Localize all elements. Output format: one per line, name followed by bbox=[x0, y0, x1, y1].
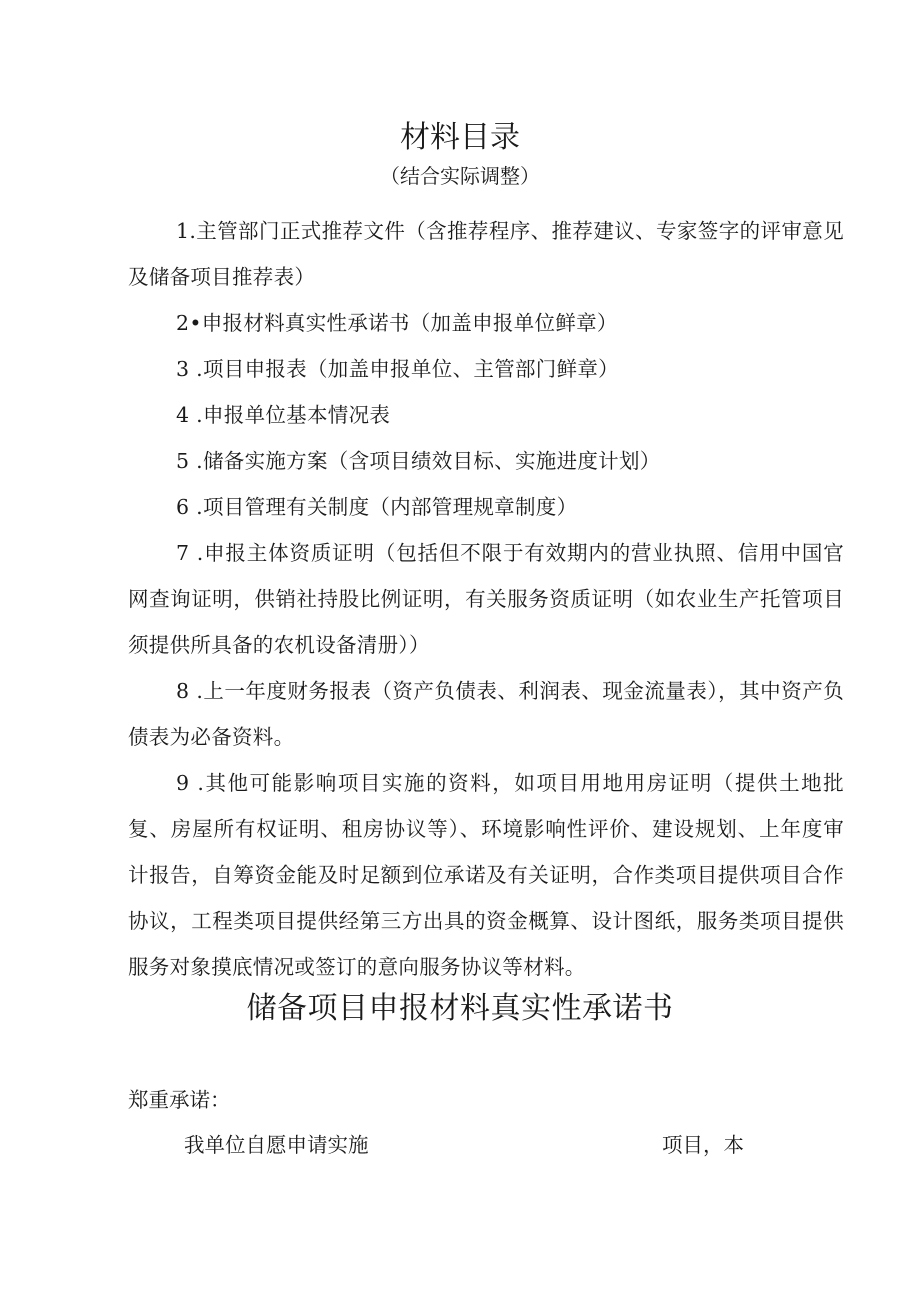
list-item: 8 .上一年度财务报表（资产负债表、利润表、现金流量表），其中资产负债表为必备资料。 bbox=[128, 679, 844, 749]
pledge-line-right: 项目，本 bbox=[662, 1133, 744, 1157]
list-item: 2•申报材料真实性承诺书（加盖申报单位鲜章） bbox=[176, 311, 618, 335]
pledge-title: 储备项目申报材料真实性承诺书 bbox=[246, 991, 674, 1026]
list-item: 9 .其他可能影响项目实施的资料，如项目用地用房证明（提供土地批复、房屋所有权证明、租房协议等）、环境影响性评价、建设规划、上年度审计报告，自筹资金能及时足额到位承诺及有关证明，合作类项目提供项目合作协议，工程类项目提供经第三方出具的资金概算、设计图纸，服务类项目提供服务对象摸底情况或签订的意向服务协议等材料。 bbox=[128, 771, 844, 979]
pledge-line-left: 我单位自愿申请实施 bbox=[184, 1133, 369, 1157]
list-item: 5 .储备实施方案（含项目绩效目标、实施进度计划） bbox=[176, 449, 661, 473]
materials-list bbox=[128, 208, 844, 990]
page-subtitle: （结合实际调整） bbox=[380, 164, 540, 188]
pledge-intro: 郑重承诺： bbox=[128, 1088, 231, 1112]
list-item: 4 .申报单位基本情况表 bbox=[176, 403, 391, 427]
list-item: 1.主管部门正式推荐文件（含推荐程序、推荐建议、专家签字的评审意见及储备项目推荐表） bbox=[128, 219, 844, 289]
page-title: 材料目录 bbox=[400, 120, 520, 155]
list-item: 6 .项目管理有关制度（内部管理规章制度） bbox=[176, 495, 578, 519]
list-item: 7 .申报主体资质证明（包括但不限于有效期内的营业执照、信用中国官网查询证明，供销社持股比例证明，有关服务资质证明（如农业生产托管项目须提供所具备的农机设备清册）） bbox=[128, 541, 844, 657]
list-item: 3 .项目申报表（加盖申报单位、主管部门鲜章） bbox=[176, 357, 619, 381]
